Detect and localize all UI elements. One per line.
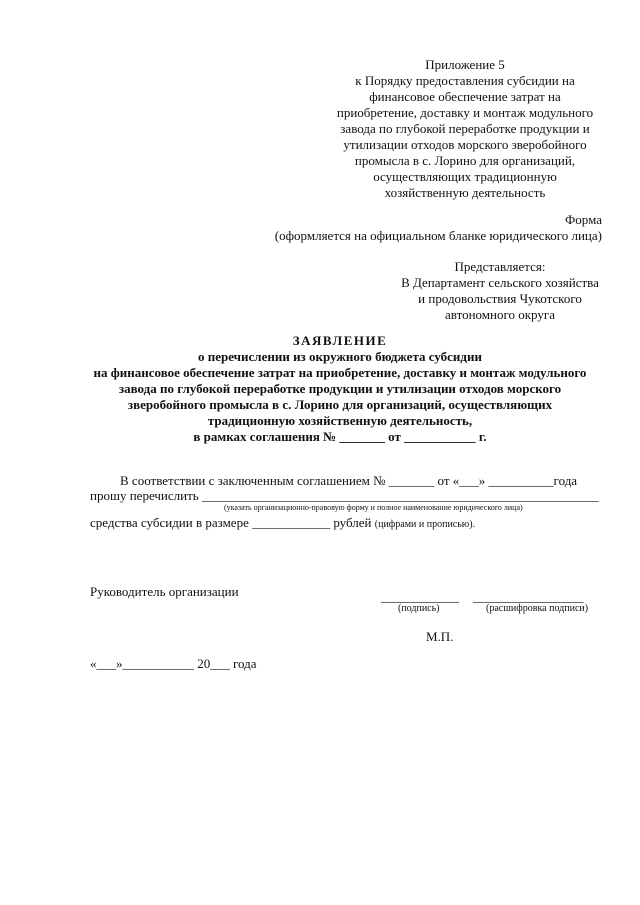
appendix-line: осуществляющих традиционную: [373, 169, 557, 184]
date-line: «___»___________ 20___ года: [90, 656, 257, 671]
title-line: завода по глубокой переработке продукции и утилизации отходов морского: [118, 381, 562, 396]
signature-line: ____________: [381, 589, 459, 604]
form-label-block: [250, 212, 602, 244]
signature-position: Руководитель организации: [90, 584, 239, 599]
title-line: на финансовое обеспечение затрат на приобретение, доставку и монтаж модульного: [93, 365, 587, 380]
addressee-line: В Департамент сельского хозяйства: [401, 275, 599, 290]
form-note: (оформляется на официальном бланке юридического лица): [274, 228, 602, 243]
appendix-line: хозяйственную деятельность: [384, 185, 546, 200]
form-label: Форма: [565, 212, 602, 227]
title-line: в рамках соглашения № _______ от ___________ г.: [193, 429, 487, 444]
body-line-agreement: В соответствии с заключенным соглашением № _______ от «___» __________года: [120, 473, 578, 488]
decode-hint: (расшифровка подписи): [486, 603, 589, 614]
appendix-line: промысла в с. Лорино для организаций,: [354, 153, 576, 168]
title-line: традиционную хозяйственную деятельность,: [207, 413, 473, 428]
addressee-line: и продовольствия Чукотского: [418, 291, 582, 306]
document-title: [70, 333, 610, 445]
stamp-label: М.П.: [426, 629, 454, 644]
title-heading: ЗАЯВЛЕНИЕ: [292, 333, 388, 348]
appendix-line: к Порядку предоставления субсидии на: [355, 73, 575, 88]
addressee-line: автономного округа: [445, 307, 555, 322]
title-line: зверобойного промысла в с. Лорино для организаций, осуществляющих: [127, 397, 553, 412]
appendix-line: завода по глубокой переработке продукции и: [340, 121, 590, 136]
amount-note: (цифрами и прописью).: [374, 519, 476, 530]
signature-hint: (подпись): [398, 603, 440, 614]
addressee-line: Представляется:: [454, 259, 546, 274]
decode-line: _________________: [473, 589, 584, 604]
body-line-amount: [90, 515, 475, 531]
appendix-line: финансовое обеспечение затрат на: [369, 89, 561, 104]
appendix-line: приобретение, доставку и монтаж модульного: [336, 105, 594, 120]
addressee-block: [380, 259, 620, 323]
appendix-block: [300, 57, 630, 201]
appendix-line: Приложение 5: [425, 57, 505, 72]
body-hint: (указать организационно-правовую форму и полное наименование юридического лица): [224, 503, 523, 512]
body-line-request: прошу перечислить _____________________________________________________________: [90, 488, 599, 503]
title-line: о перечислении из окружного бюджета субсидии: [198, 349, 482, 364]
appendix-line: утилизации отходов морского зверобойного: [343, 137, 587, 152]
amount-text: средства субсидии в размере ____________ рублей: [90, 515, 372, 530]
